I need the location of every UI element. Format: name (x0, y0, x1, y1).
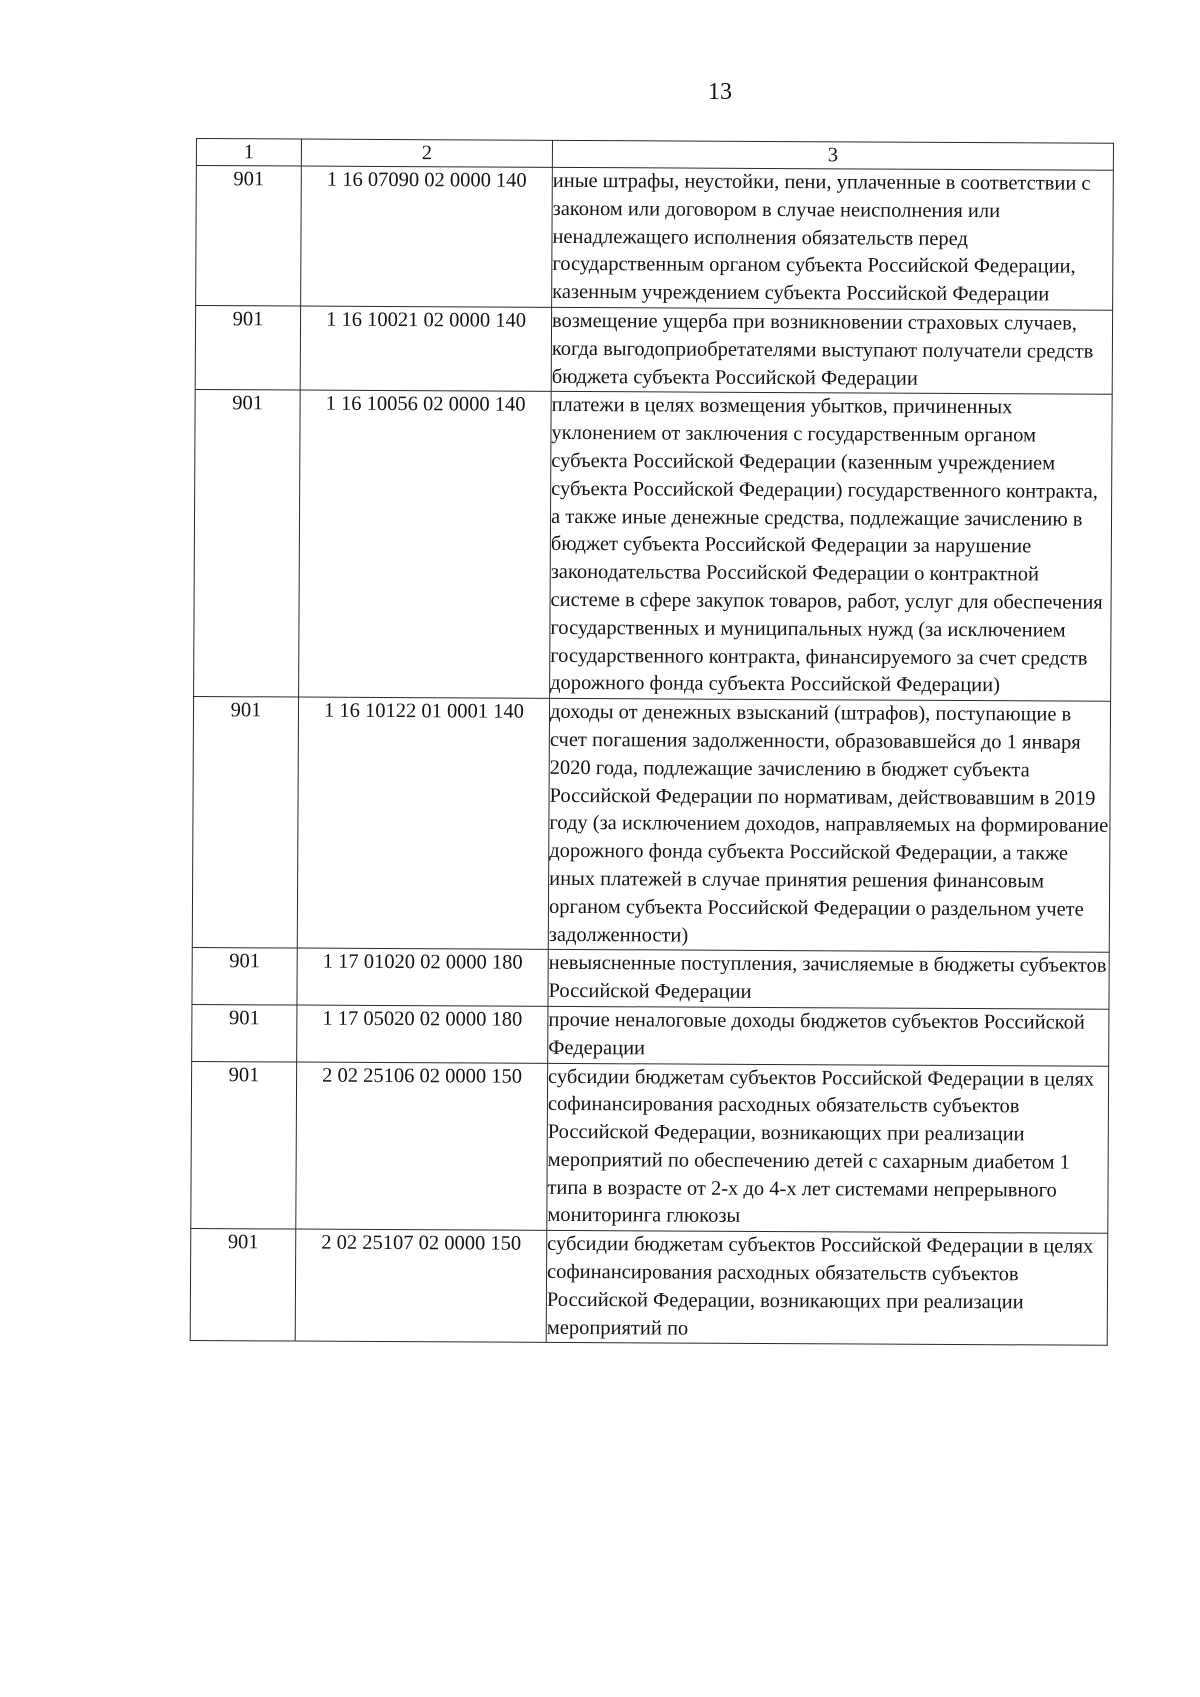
admin-code-cell: 901 (192, 1004, 297, 1061)
column-header-2: 2 (301, 139, 552, 167)
budget-code-cell: 1 16 10122 01 0001 140 (297, 697, 549, 949)
description-cell: доходы от денежных взысканий (штрафов), поступающие в счет погашения задолженности, образовавшейся до 1 января 2020 года, подлежащие зачислению в бюджет субъекта Российской Федерации по нормативам, действовавшим в 2019 году (за исключением доходов, направляемых на формирование дорожного фонда субъекта Российской Федерации, а также иных платежей в случае принятия решения финансовым органом субъекта Российской Федерации о раздельном учете задолженности) (548, 698, 1110, 952)
admin-code-cell: 901 (192, 948, 297, 1005)
description-cell: субсидии бюджетам субъектов Российской Федерации в целях софинансирования расходных обязательств субъектов Российской Федерации, возникающих при реализации мероприятий по обеспечению детей с сахарным диабетом 1 типа в возрасте от 2-х до 4-х лет системами непрерывного мониторинга глюкозы (547, 1063, 1109, 1234)
column-header-3: 3 (552, 140, 1113, 170)
description-cell: платежи в целях возмещения убытков, причиненных уклонением от заключения с государственным органом субъекта Российской Федерации (казенным учреждением субъекта Российской Федерации) государственного контракта, а также иные денежные средства, подлежащие зачислению в бюджет субъекта Российской Федерации за нарушение законодательства Российской Федерации о контрактной системе в сфере закупок товаров, работ, услуг для обеспечения государственных и муниципальных нужд (за исключением государственного контракта, финансируемого за счет средств дорожного фонда субъекта Российской Федерации) (550, 392, 1113, 702)
budget-code-cell: 1 17 05020 02 0000 180 (297, 1005, 548, 1063)
admin-code-cell: 901 (190, 1229, 296, 1342)
budget-code-cell: 2 02 25107 02 0000 150 (295, 1229, 547, 1343)
table-row (192, 697, 1110, 953)
description-cell: возмещение ущерба при возникновении страховых случаев, когда выгодоприобретателями выступают получатели средств бюджета субъекта Российской Федерации (551, 307, 1112, 394)
budget-code-cell: 1 16 10021 02 0000 140 (300, 306, 551, 392)
table-row (191, 1061, 1109, 1234)
description-cell: невыясненные поступления, зачисляемые в бюджеты субъектов Российской Федерации (548, 950, 1109, 1010)
budget-code-cell: 1 16 07090 02 0000 140 (301, 166, 553, 307)
admin-code-cell: 901 (196, 166, 302, 307)
description-cell: прочие неналоговые доходы бюджетов субъектов Российской Федерации (548, 1006, 1109, 1066)
description-cell: иные штрафы, неустойки, пени, уплаченные в соответствии с законом или договором в случае неисполнения или ненадлежащего исполнения обязательств перед государственным органом субъекта Российской Федерации, казенным учреждением субъекта Российской Федерации (552, 167, 1114, 310)
budget-code-cell: 2 02 25106 02 0000 150 (296, 1062, 548, 1231)
table-row (194, 390, 1113, 702)
table-row (192, 948, 1109, 1009)
table-row (196, 166, 1114, 311)
description-cell: субсидии бюджетам субъектов Российской Федерации в целях софинансирования расходных обязательств субъектов Российской Федерации, возникающих при реализации мероприятий по (546, 1231, 1108, 1346)
budget-code-cell: 1 16 10056 02 0000 140 (299, 390, 552, 698)
table-row (192, 1004, 1109, 1065)
admin-code-cell: 901 (192, 697, 298, 949)
admin-code-cell: 901 (194, 390, 301, 697)
table-row (195, 305, 1112, 394)
revenue-codes-table (190, 138, 1114, 1346)
budget-code-cell: 1 17 01020 02 0000 180 (297, 948, 548, 1006)
admin-code-cell: 901 (195, 305, 300, 390)
page-number: 13 (708, 79, 732, 105)
column-header-1: 1 (196, 139, 301, 167)
admin-code-cell: 901 (191, 1061, 297, 1229)
table-row (190, 1229, 1108, 1346)
